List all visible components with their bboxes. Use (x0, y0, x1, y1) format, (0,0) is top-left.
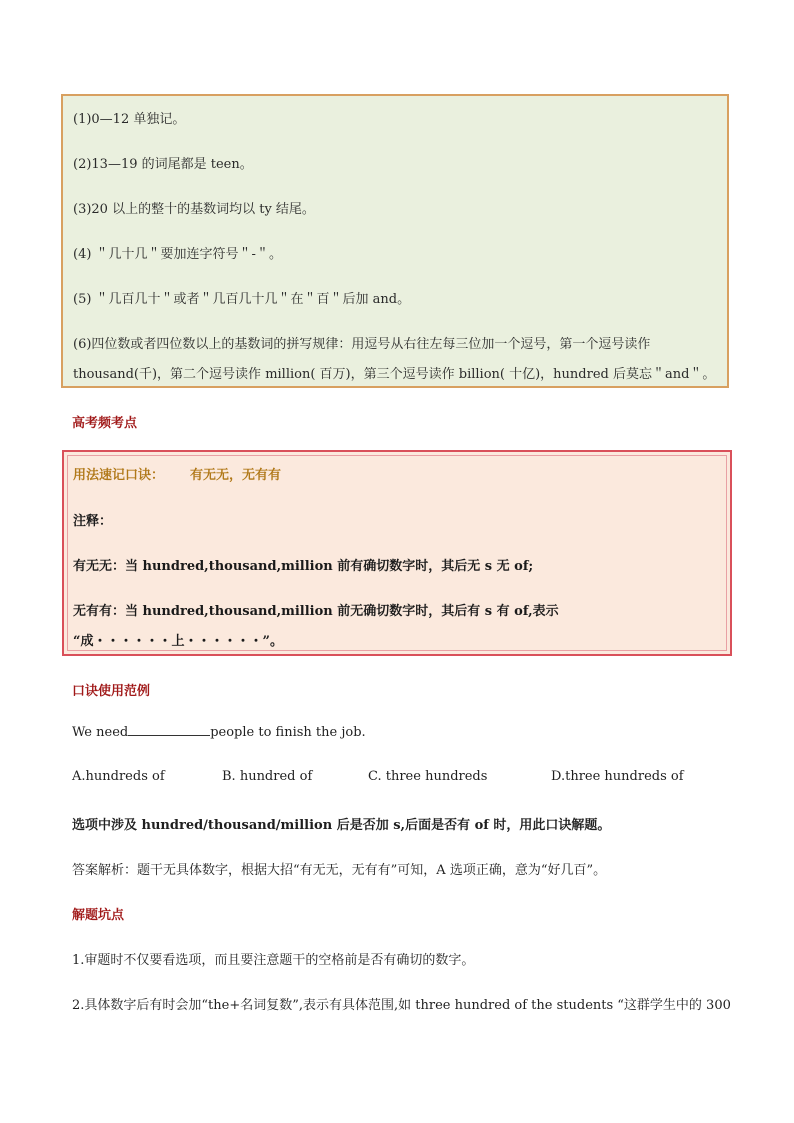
heading-example: 口诀使用范例 (72, 684, 151, 699)
mnemonic-rule-1: 有无无：当 hundred,thousand,million 前有确切数字时，其后无 s 无 of; (73, 559, 534, 574)
rule-line-5: (5) ＂几百几十＂或者＂几百几十几＂在＂百＂后加 and。 (73, 292, 411, 307)
question-prefix: We need (72, 725, 129, 740)
rule-line-4: (4) ＂几十几＂要加连字符号＂-＂。 (73, 247, 282, 262)
heading-pitfall: 解题坑点 (72, 908, 125, 923)
option-c: C. three hundreds (368, 769, 488, 784)
mnemonic-rule-2: 无有有：当 hundred,thousand,million 前无确切数字时，其后有 s 有 of,表示 (73, 604, 559, 619)
heading-gaokao: 高考频考点 (72, 416, 138, 431)
rule-line-1: (1)0—12 单独记。 (73, 112, 186, 127)
option-b: B. hundred of (222, 769, 313, 784)
rule-line-7: thousand(千)，第二个逗号读作 million( 百万)，第三个逗号读作 billion( 十亿)，hundred 后莫忘＂and＂。 (73, 367, 716, 382)
answer-explanation: 答案解析：题干无具体数字，根据大招“有无无，无有有”可知，A 选项正确，意为“好几百”。 (72, 863, 607, 878)
mnemonic-text: 有无无，无有有 (190, 468, 282, 483)
mnemonic-box (62, 450, 732, 656)
rule-line-3: (3)20 以上的整十的基数词均以 ty 结尾。 (73, 202, 315, 217)
question-stem (72, 724, 366, 740)
pitfall-2: 2.具体数字后有时会加“the+名词复数”,表示有具体范围,如 three hundred of the students “这群学生中的 300 (72, 998, 731, 1013)
question-suffix: people to finish the job. (210, 725, 366, 740)
rule-line-6: (6)四位数或者四位数以上的基数词的拼写规律：用逗号从右往左每三位加一个逗号，第一个逗号读作 (73, 337, 651, 352)
option-a: A.hundreds of (72, 769, 165, 784)
mnemonic-title-row (73, 464, 281, 483)
rules-box (61, 94, 729, 388)
hint-line: 选项中涉及 hundred/thousand/million 后是否加 s,后面是否有 of 时，用此口诀解题。 (72, 818, 611, 833)
mnemonic-rule-3: “成・・・・・・上・・・・・・”。 (73, 634, 283, 649)
mnemonic-title: 用法速记口诀： (73, 468, 165, 483)
option-d: D.three hundreds of (551, 769, 684, 784)
rule-line-2: (2)13—19 的词尾都是 teen。 (73, 157, 253, 172)
note-label: 注释： (73, 514, 113, 529)
answer-blank (128, 724, 210, 736)
pitfall-1: 1.审题时不仅要看选项，而且要注意题干的空格前是否有确切的数字。 (72, 953, 475, 968)
